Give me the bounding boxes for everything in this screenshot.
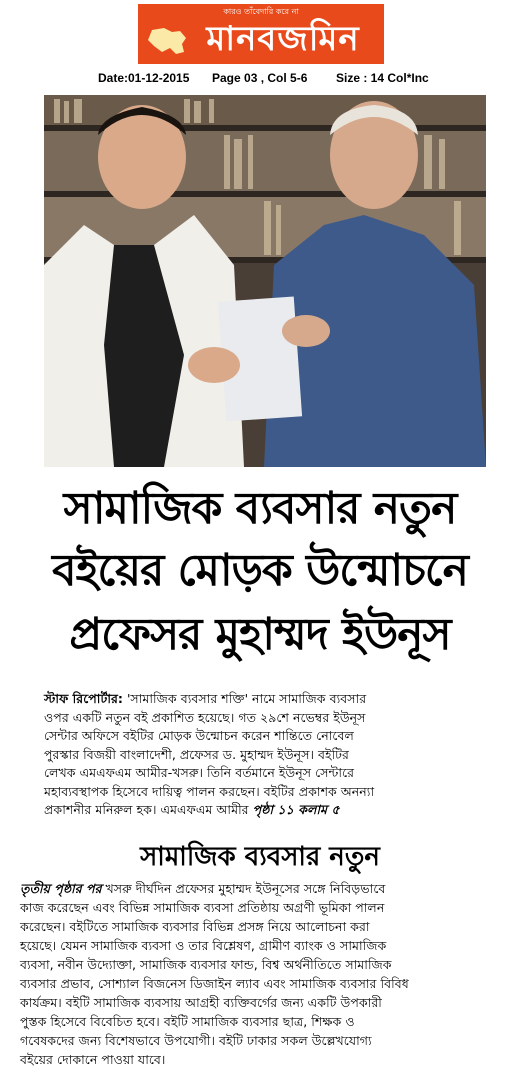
article-first-line	[44, 690, 366, 709]
continuation-line: গবেষকদের জন্য বিশেষভাবে উপযোগী। বইটি ঢাকার সকল উল্লেখযোগ্য	[20, 1033, 372, 1048]
continuation-first-line	[20, 880, 385, 899]
continuation-from-label: তৃতীয় পৃষ্ঠার পর	[20, 881, 102, 896]
continuation-line: হয়েছে। যেমন সামাজিক ব্যবসা ও তার বিশ্লেষণ, গ্রামীণ ব্যাংক ও সামাজিক	[20, 938, 387, 953]
continuation-line: ব্যবসার প্রভাব, সোশ্যাল বিজনেস ডিজাইন ল্যাব এবং সামাজিক ব্যবসার বিবিধ	[20, 976, 409, 991]
article-line: সেন্টার অফিসে বইটির মোড়ক উন্মোচন করেন শান্তিতে নোবেল	[44, 728, 354, 743]
continuation-line: করেছেন। বইটিতে সামাজিক ব্যবসার বিভিন্ন প্রসঙ্গ নিয়ে আলোচনা করা	[20, 919, 370, 934]
article-line: 'সামাজিক ব্যবসার শক্তি' নামে সামাজিক ব্যবসার	[122, 691, 367, 706]
continuation-line: কার্যক্রম। বইটি সামাজিক ব্যবসায় আগ্রহী ব্যক্তিবর্গের জন্য একটি উপকারী	[20, 995, 382, 1010]
continuation-line: পুস্তক হিসেবে বিবেচিত হবে। বইটি সামাজিক ব্যবসার ছাত্র, শিক্ষক ও	[20, 1014, 355, 1029]
clipping-page: Page 03 , Col 5-6	[212, 71, 308, 85]
continuation-subhead: সামাজিক ব্যবসার নতুন	[140, 842, 380, 872]
article-last-line	[44, 801, 340, 820]
headline-line-2: বইয়ের মোড়ক উন্মোচনে	[52, 545, 468, 596]
article-line: ওপর একটি নতুন বই প্রকাশিত হয়েছে। গত ২৯শে নভেম্বর ইউনূস	[44, 709, 366, 725]
article-line: পুরস্কার বিজয়ী বাংলাদেশী, প্রফেসর ড. মুহাম্মদ ইউনূস। বইটির	[44, 746, 349, 762]
article-byline: স্টাফ রিপোর্টার:	[44, 691, 123, 706]
masthead-tagline: কারও তাঁবেদারি করে না	[223, 7, 299, 16]
clipping-size: Size : 14 Col*Inc	[336, 71, 429, 85]
continuation-line: বইয়ের দোকানে পাওয়া যাবে।	[20, 1052, 166, 1067]
article-line: লেখক এমএফএম আমীর-খসরু। তিনি বর্তমানে ইউনূস সেন্টারে	[44, 765, 355, 780]
masthead-title: মানবজমিন	[206, 19, 360, 59]
headline-line-3: প্রফেসর মুহাম্মদ ইউনূস	[69, 609, 451, 660]
headline-line-1: সামাজিক ব্যবসার নতুন	[63, 483, 457, 534]
bangladesh-map-logo-icon	[146, 26, 188, 56]
clipping-date: Date:01-12-2015	[98, 71, 190, 85]
photo-illustration	[44, 95, 486, 467]
article-line: প্রকাশনীর মনিরুল হক। এমএফএম আমীর	[44, 802, 249, 817]
article-photo	[44, 95, 486, 467]
article-jump-reference: পৃষ্ঠা ১১ কলাম ৫	[252, 802, 340, 817]
continuation-line: ব্যবসা, নবীন উদ্যোক্তা, সামাজিক ব্যবসার ফান্ড, বিশ্ব অর্থনীতিতে সামাজিক	[20, 957, 392, 972]
continuation-line: কাজ করেছেন এবং বিভিন্ন সামাজিক ব্যবসা প্রতিষ্ঠায় অগ্রণী ভূমিকা পালন	[20, 900, 385, 915]
continuation-line: খসরু দীর্ঘদিন প্রফেসর মুহাম্মদ ইউনূসের সঙ্গে নিবিড়ভাবে	[101, 881, 386, 896]
newspaper-masthead	[138, 4, 384, 64]
article-line: মহাব্যবস্থাপক হিসেবে দায়িত্ব পালন করছেন। বইটির প্রকাশক অনন্যা	[44, 783, 375, 799]
